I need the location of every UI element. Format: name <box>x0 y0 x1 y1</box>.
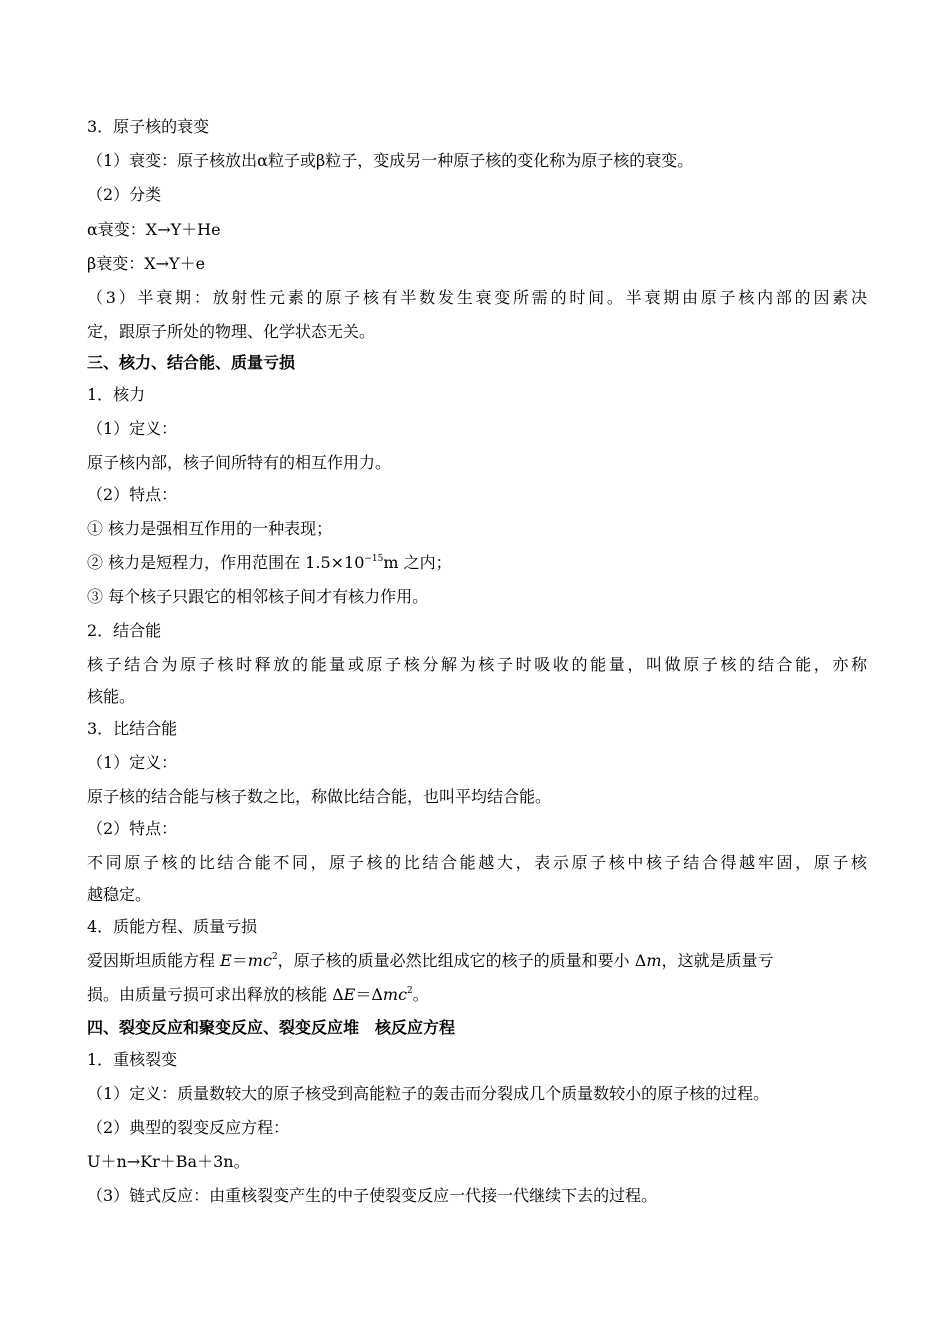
paragraph: 原子核的结合能与核子数之比，称做比结合能，也叫平均结合能。 <box>87 787 552 806</box>
paragraph: （2）特点： <box>87 819 178 838</box>
paragraph: （1）定义： <box>87 419 178 438</box>
section-heading-fission: 1．重核裂变 <box>87 1050 178 1069</box>
chapter-heading-four: 四、裂变反应和聚变反应、裂变反应堆 核反应方程 <box>87 1018 456 1037</box>
equation-fission: U＋n→Kr＋Ba＋3n。 <box>87 1152 250 1171</box>
paragraph: （1）定义： <box>87 753 178 772</box>
paragraph: 原子核内部，核子间所特有的相互作用力。 <box>87 453 392 472</box>
paragraph: （1）定义：质量数较大的原子核受到高能粒子的轰击而分裂成几个质量数较小的原子核的过程。 <box>87 1084 770 1103</box>
paragraph: 核能。 <box>87 687 136 706</box>
paragraph: （3）链式反应：由重核裂变产生的中子使裂变反应一代接一代继续下去的过程。 <box>87 1186 658 1205</box>
paragraph: 定，跟原子所处的物理、化学状态无关。 <box>87 322 376 341</box>
section-heading-mass-energy: 4．质能方程、质量亏损 <box>87 917 258 936</box>
section-heading-decay: 3．原子核的衰变 <box>87 117 210 136</box>
paragraph: （2）典型的裂变反应方程： <box>87 1118 290 1137</box>
paragraph: 损。由质量亏损可求出释放的核能 ΔE＝Δmc$^2$。 <box>87 985 429 1004</box>
list-item: ③ 每个核子只跟它的相邻核子间才有核力作用。 <box>87 587 429 606</box>
paragraph: （3）半衰期：放射性元素的原子核有半数发生衰变所需的时间。半衰期由原子核内部的因素决 <box>87 288 867 307</box>
chapter-heading-three: 三、核力、结合能、质量亏损 <box>87 353 296 372</box>
section-heading-specific-binding-energy: 3．比结合能 <box>87 719 178 738</box>
paragraph: 核子结合为原子核时释放的能量或原子核分解为核子时吸收的能量，叫做原子核的结合能，亦称 <box>87 655 867 674</box>
list-item: ① 核力是强相互作用的一种表现； <box>87 519 333 538</box>
list-item: ② 核力是短程力，作用范围在 $1.5\times 10^{-15}m$ 之内； <box>87 553 452 572</box>
section-heading-nuclear-force: 1．核力 <box>87 385 146 404</box>
equation-alpha-decay: α衰变：X→Y＋He <box>87 220 221 239</box>
paragraph: （2）特点： <box>87 485 178 504</box>
equation-beta-decay: β衰变：X→Y＋e <box>87 254 206 273</box>
paragraph: 越稳定。 <box>87 885 152 904</box>
paragraph: 不同原子核的比结合能不同，原子核的比结合能越大，表示原子核中核子结合得越牢固，原子核 <box>87 853 867 872</box>
paragraph-mass-energy-equation: 爱因斯坦质能方程 $E=mc^2$，原子核的质量必然比组成它的核子的质量和要小 Δm，这就是质量亏 <box>87 951 774 970</box>
section-heading-binding-energy: 2．结合能 <box>87 621 162 640</box>
paragraph: （1）衰变：原子核放出α粒子或β粒子，变成另一种原子核的变化称为原子核的衰变。 <box>87 151 694 170</box>
paragraph: （2）分类 <box>87 185 162 204</box>
